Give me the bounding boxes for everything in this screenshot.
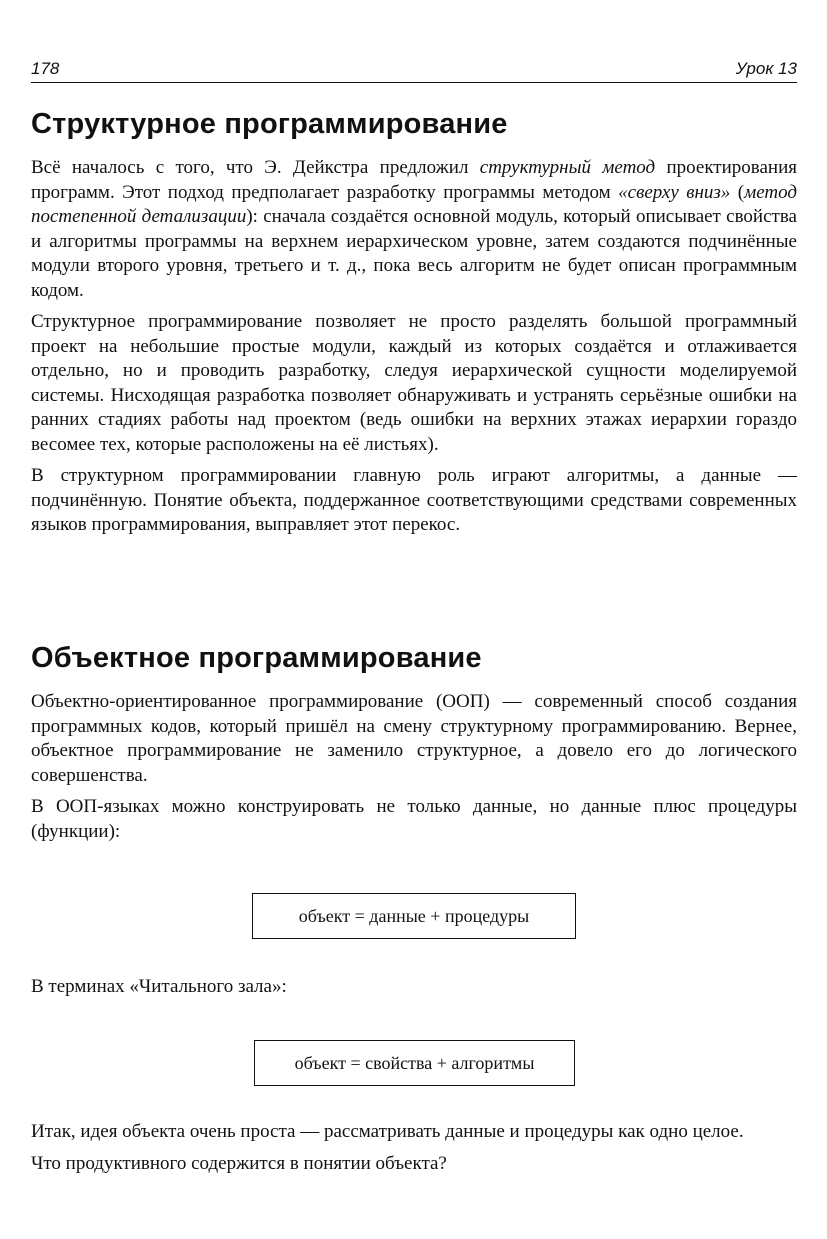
emphasis: структурный метод xyxy=(479,157,656,178)
chapter-label: Урок 13 xyxy=(735,59,797,78)
text-run: ): сначала создаётся основной модуль, который описывает свойства и алгоритмы программы на верхнем иерархическом уровне, затем создаются подчинённые модули второго уровня, третьего и т. д., пока весь алгоритм не будет описан программным кодом. xyxy=(31,206,797,301)
paragraph: Что продуктивного содержится в понятии объекта? xyxy=(31,1152,447,1174)
emphasis: метод постепенной детализации xyxy=(31,181,797,227)
paragraph: В структурном программировании главную роль играют алгоритмы, а данные — подчинённую. Понятие объекта, поддержанное соответствующими средствами современных языков программирования, выправляет этот перекос. xyxy=(31,465,797,535)
section-object-body xyxy=(31,690,797,844)
section-object-conclusion xyxy=(31,1120,797,1176)
formula-box: объект = свойства + алгоритмы xyxy=(254,1040,575,1086)
paragraph: Структурное программирование позволяет не просто разделять большой программный проект на небольшие простые модули, каждый из которых создаётся и отлаживается отдельно, но и проводить разработку, следуя иерархической сущности моделируемой системы. Нисходящая разработка позволяет обнаруживать и устранять серьёзные ошибки на ранних стадиях работы над проектом (ведь ошибки на верхних этажах иерархии гораздо весомее тех, которые расположены на её листьях). xyxy=(31,311,797,455)
running-head xyxy=(31,58,797,83)
formula-box: объект = данные + процедуры xyxy=(252,893,576,939)
paragraph: В терминах «Читального зала»: xyxy=(31,976,287,997)
text-run: проектирования программ. Этот подход предполагает разработку программы методом xyxy=(31,157,797,203)
emphasis: «сверху вниз» xyxy=(618,181,731,203)
paragraph xyxy=(31,156,797,303)
section-structured-body xyxy=(31,156,797,538)
page-number: 178 xyxy=(31,59,60,78)
text-run: ( xyxy=(730,181,745,203)
paragraph: Итак, идея объекта очень проста — рассматривать данные и процедуры как одно целое. xyxy=(31,1121,744,1142)
section-title-object: Объектное программирование xyxy=(31,642,482,674)
paragraph: В ООП-языках можно конструировать не только данные, но данные плюс процедуры (функции): xyxy=(31,796,797,842)
text-run: Всё началось с того, что Э. Дейкстра предложил xyxy=(31,157,480,178)
paragraph: Объектно-ориентированное программирование (ООП) — современный способ создания программных кодов, который пришёл на смену структурному программированию. Вернее, объектное программирование не заменило структурное, а довело его до логического совершенства. xyxy=(31,691,797,786)
section-title-structured: Структурное программирование xyxy=(31,108,508,140)
